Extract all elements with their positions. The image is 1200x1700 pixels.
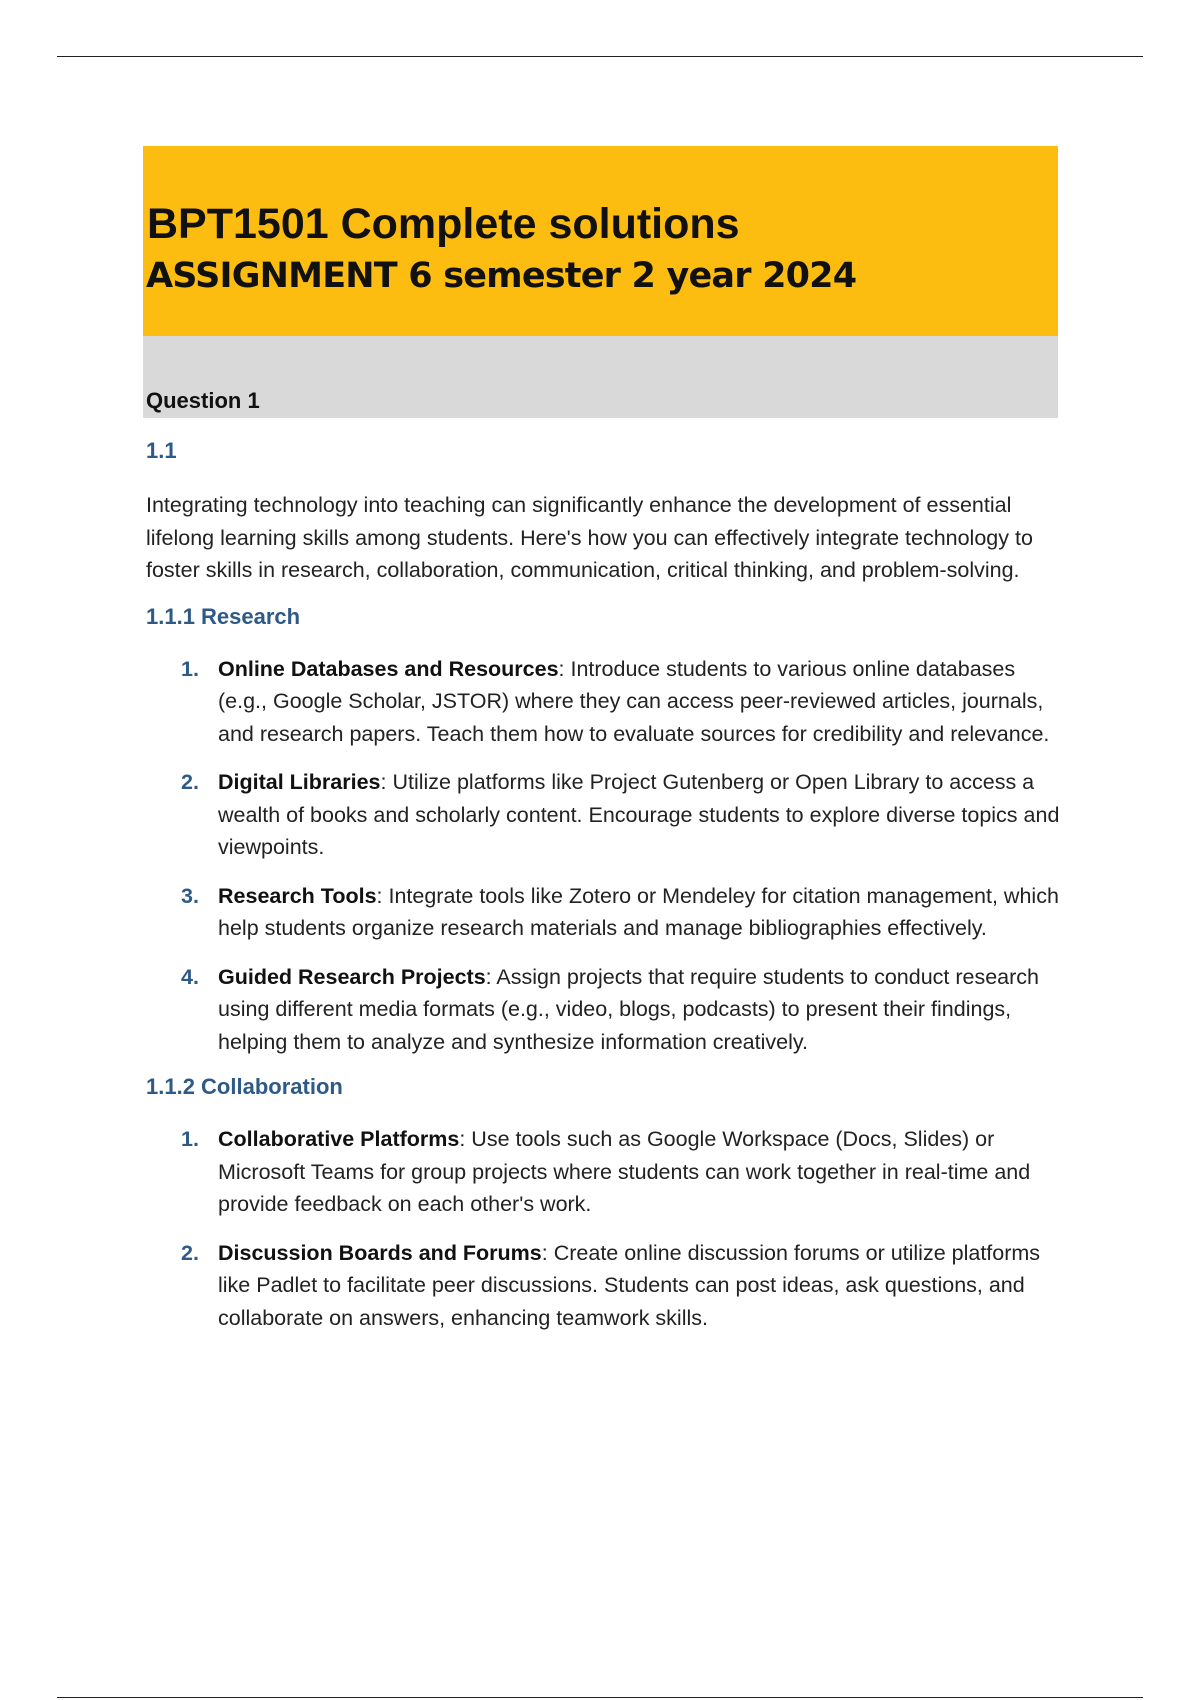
list-number: 1. xyxy=(181,1127,199,1151)
list-item-term: Digital Libraries xyxy=(218,770,381,794)
list-item-text: : Utilize platforms like Project Gutenberg or Open Library to access a wealth of books and scholarly content. Encourage students to explore diverse topics and viewpoints. xyxy=(218,770,1060,859)
bottom-rule xyxy=(57,1697,1143,1698)
list-item xyxy=(146,653,1061,751)
question-heading-bar xyxy=(143,336,1058,418)
list-number: 2. xyxy=(181,770,199,794)
document-body xyxy=(146,438,1061,1334)
section-heading-collaboration: 1.1.2 Collaboration xyxy=(146,1074,343,1099)
list-item-text: : Use tools such as Google Workspace (Docs, Slides) or Microsoft Teams for group projects where students can work together in real-time and provide feedback on each other's work. xyxy=(218,1127,1031,1216)
list-item-text: : Integrate tools like Zotero or Mendeley for citation management, which help students organize research materials and manage bibliographies effectively. xyxy=(218,883,1059,940)
list-number: 4. xyxy=(181,964,199,989)
section-heading-research: 1.1.1 Research xyxy=(146,603,301,629)
list-item xyxy=(146,766,1061,864)
document-subtitle: ASSIGNMENT 6 semester 2 year 2024 xyxy=(146,256,857,296)
collaboration-list xyxy=(146,1123,1061,1334)
list-number: 2. xyxy=(181,1240,199,1265)
list-item xyxy=(146,1123,1061,1221)
list-item-term: Collaborative Platforms xyxy=(218,1127,460,1151)
list-item-term: Guided Research Projects xyxy=(218,964,486,989)
list-item-term: Discussion Boards and Forums xyxy=(218,1240,542,1265)
title-banner xyxy=(143,146,1058,336)
list-item xyxy=(146,961,1061,1059)
list-item-text: : Assign projects that require students to conduct research using different media formats (e.g., video, blogs, podcasts) to present their findings, helping them to analyze and synthesize information creatively. xyxy=(218,964,1040,1054)
section-heading-1-1: 1.1 xyxy=(146,438,177,463)
top-rule xyxy=(57,56,1143,57)
list-item-term: Research Tools xyxy=(218,883,377,908)
list-item xyxy=(146,1237,1061,1335)
question-label: Question 1 xyxy=(146,388,260,413)
list-item-text: : Introduce students to various online databases (e.g., Google Scholar, JSTOR) where they can access peer-reviewed articles, journals, and research papers. Teach them how to evaluate sources for credibility and relevance. xyxy=(218,656,1050,746)
list-number: 3. xyxy=(181,883,199,908)
intro-paragraph: Integrating technology into teaching can significantly enhance the development of essential lifelong learning skills among students. Here's how you can effectively integrate technology to foster skills in research, collaboration, communication, critical thinking, and problem-solving. xyxy=(146,493,1033,582)
list-number: 1. xyxy=(181,656,199,681)
list-item xyxy=(146,880,1061,945)
list-item-term: Online Databases and Resources xyxy=(218,656,559,681)
document-title: BPT1501 Complete solutions xyxy=(147,200,740,248)
list-item-text: : Create online discussion forums or utilize platforms like Padlet to facilitate peer discussions. Students can post ideas, ask questions, and collaborate on answers, enhancing teamwork skills. xyxy=(218,1240,1041,1330)
research-list xyxy=(146,653,1061,1059)
